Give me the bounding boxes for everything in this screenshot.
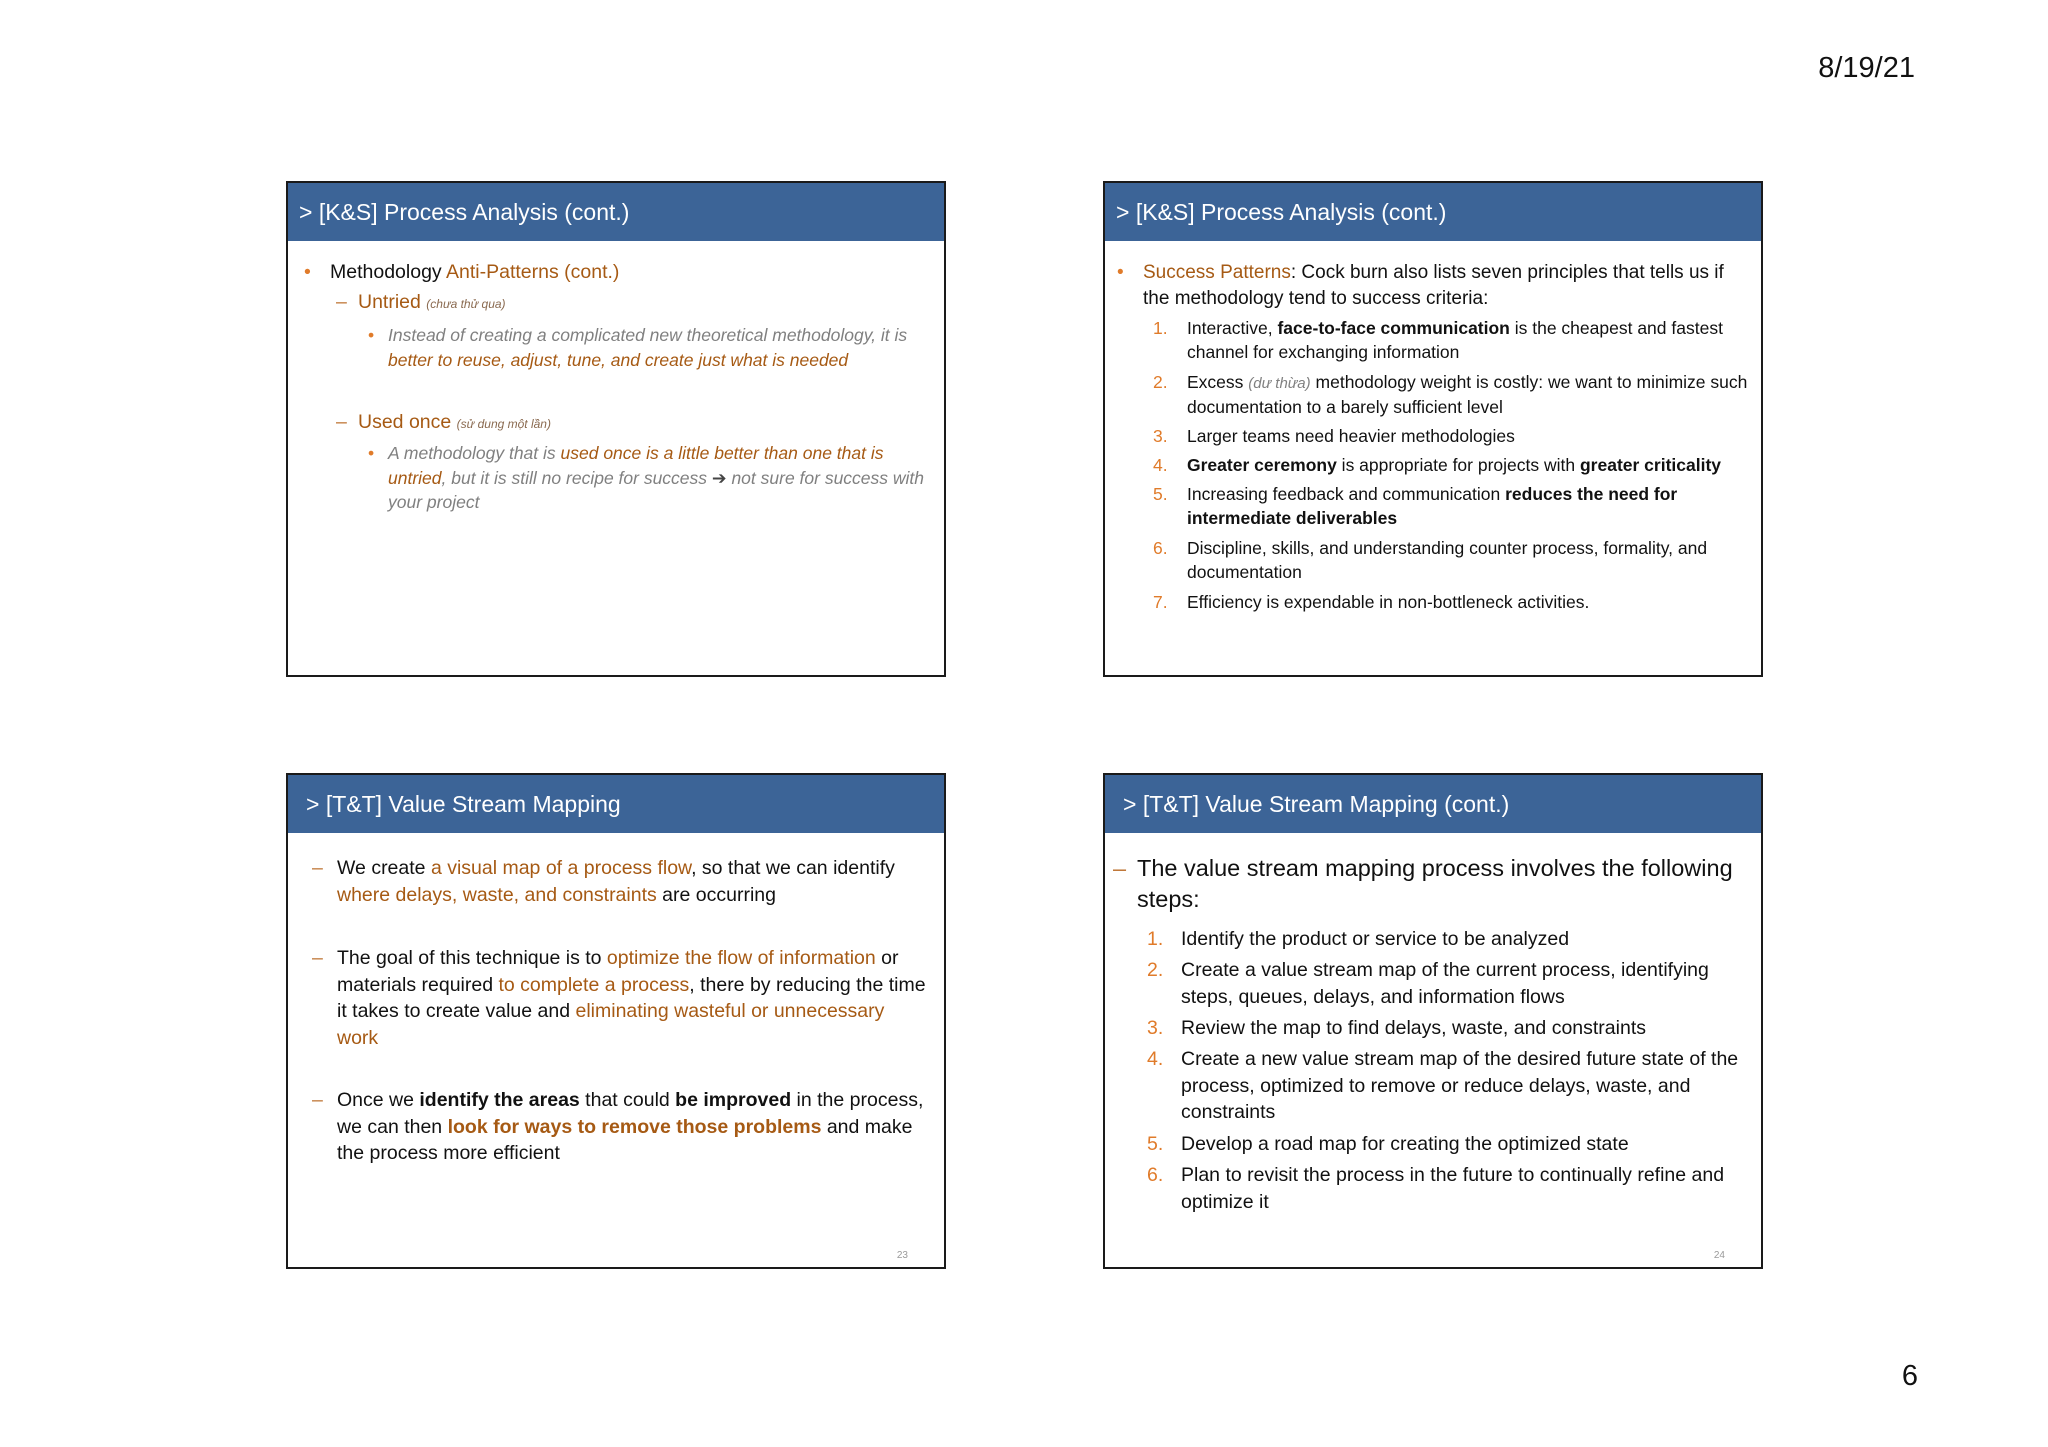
principle-item: 6. Discipline, skills, and understanding counter process, formality, and documentation [1153,538,1708,582]
principle-item: 5. Increasing feedback and communication reduces the need for intermediate deliverables [1153,484,1678,528]
slide-title: > [K&S] Process Analysis (cont.) [288,183,944,241]
sub-item-untried: – Untried (chưa thử qua) [336,291,506,313]
detail-untried: • Instead of creating a complicated new theoretical methodology, it is better to reuse, adjust, tune, and create just what is needed [368,325,908,370]
slide-number: 23 [896,1250,908,1261]
slide-title: > [T&T] Value Stream Mapping (cont.) [1105,775,1761,833]
principle-item: 4. Greater ceremony is appropriate for projects with greater criticality [1153,455,1722,475]
slide-process-analysis-success-patterns [1103,181,1763,677]
step-item: 5. Develop a road map for creating the optimized state [1147,1133,1629,1155]
principle-item: 2. Excess (dư thừa) methodology weight is costly: we want to minimize such documentation to a barely sufficient level [1153,372,1748,417]
slide-title: > [T&T] Value Stream Mapping [288,775,944,833]
page-number: 6 [1901,1360,1918,1392]
step-item: 6. Plan to revisit the process in the future to continually refine and optimize it [1147,1164,1725,1213]
slide-value-stream-mapping [286,773,946,1269]
paragraph-improve: – Once we identify the areas that could be improved in the process, we can then look for ways to remove those problems and make the process more efficient [312,1089,924,1164]
step-item: 1. Identify the product or service to be analyzed [1147,928,1570,950]
success-patterns-intro: • Success Patterns: Cock burn also lists seven principles that tells us if the methodology tend to success criteria: [1117,262,1724,309]
slide-value-stream-mapping-steps [1103,773,1763,1269]
principle-item: 1. Interactive, face-to-face communication is the cheapest and fastest channel for exchanging information [1153,318,1723,362]
slide-number: 24 [1713,1250,1725,1261]
slide-process-analysis-anti-patterns [286,181,946,677]
principle-item: 3. Larger teams need heavier methodologies [1153,426,1515,446]
arrow-icon: ➔ [711,467,727,488]
page-date: 8/19/21 [1818,52,1915,84]
principle-item: 7. Efficiency is expendable in non-bottleneck activities. [1153,592,1590,612]
steps-intro: – The value stream mapping process involves the following steps: [1113,855,1733,912]
slide-title: > [K&S] Process Analysis (cont.) [1105,183,1761,241]
bullet-methodology: • Methodology Anti-Patterns (cont.) [304,261,620,283]
paragraph-goal: – The goal of this technique is to optimize the flow of information or materials required to complete a process, there by reducing the time it takes to create value and eliminating wasteful or unnecessary work [312,947,926,1049]
step-item: 3. Review the map to find delays, waste, and constraints [1147,1017,1646,1039]
step-item: 4. Create a new value stream map of the desired future state of the process, optimized to remove or reduce delays, waste, and constraints [1147,1048,1739,1123]
detail-used-once: • A methodology that is used once is a little better than one that is untried, but it is still no recipe for success ➔ not sure for success with your project [368,443,925,512]
paragraph-visual-map: – We create a visual map of a process flow, so that we can identify where delays, waste, and constraints are occurring [312,857,895,906]
sub-item-used-once: – Used once (sử dung một lần) [336,411,551,433]
step-item: 2. Create a value stream map of the current process, identifying steps, queues, delays, and information flows [1147,959,1709,1008]
